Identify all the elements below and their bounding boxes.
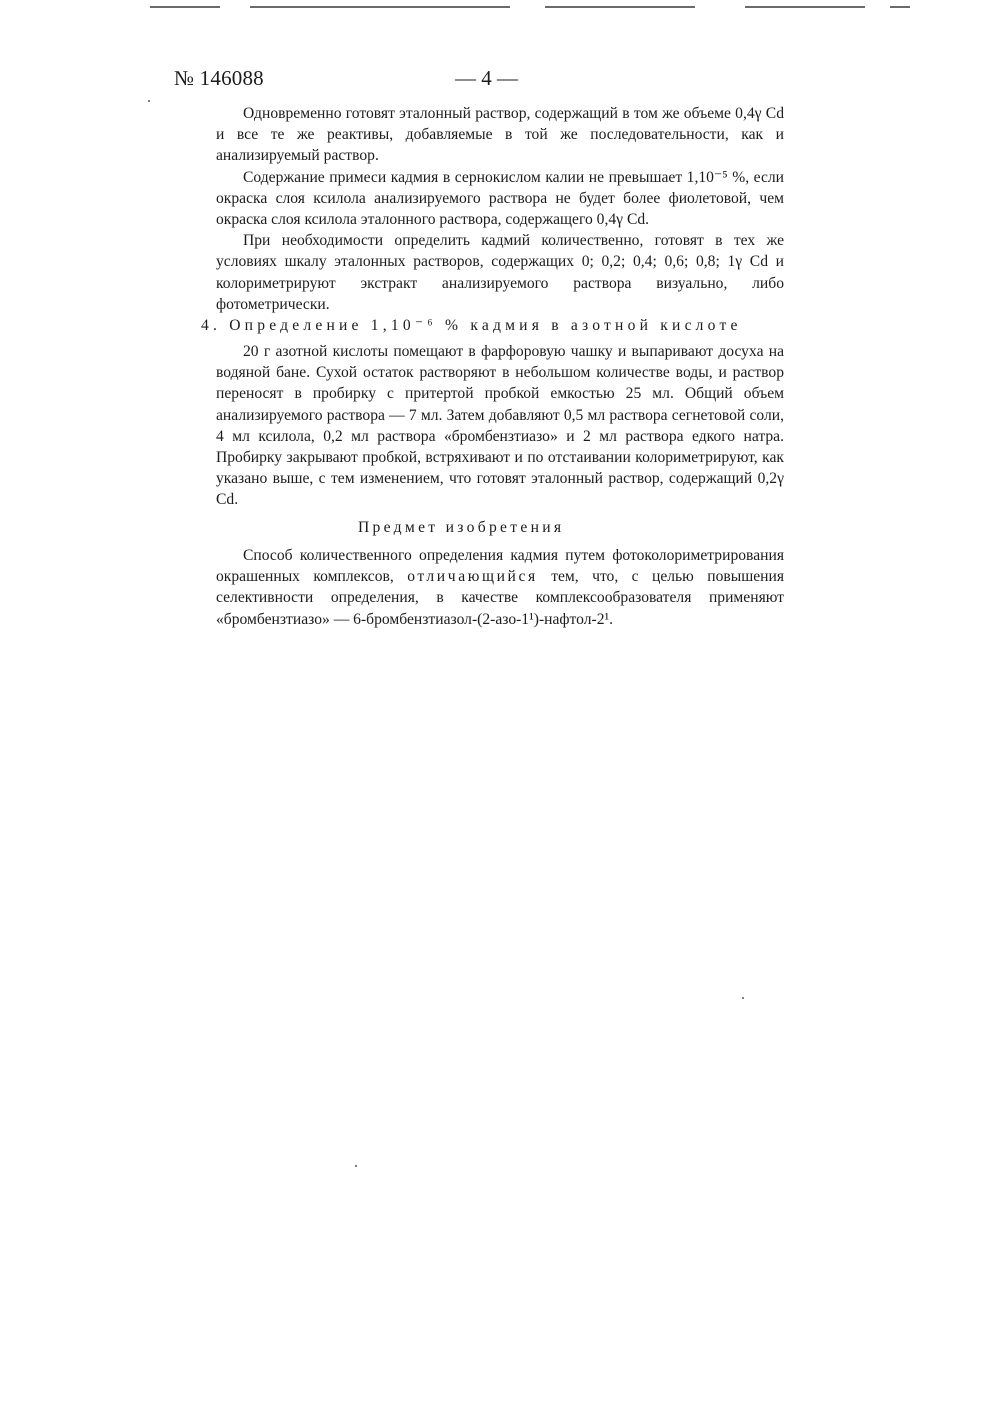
scan-speck: [148, 100, 150, 102]
page-header: [174, 66, 786, 96]
claims-text-after: тем, что, с целью повышения селективности определения, в качестве комплексообразователя применяют «бромбензтиазо» — 6-бромбензтиазол-(2-азо-1¹)-нафтол-2¹.: [216, 568, 785, 628]
paragraph: При необходимости определить кадмий количественно, готовят в тех же условиях шкалу эталонных растворов, содержащих 0; 0,2; 0,4; 0,6; 0,8; 1γ Cd и колориметрируют экстракт анализируемого раствора визуально, либо фотометрически.: [216, 232, 784, 313]
scan-edge-line: [545, 6, 695, 8]
paragraph: 20 г азотной кислоты помещают в фарфоровую чашку и выпаривают досуха на водяной бане. Сухой остаток растворяют в небольшом количестве воды, и раствор переносят в пробирку с притертой пробкой емкостью 25 мл. Общий объем анализируемого раствора — 7 мл. Затем добавляют 0,5 мл раствора сегнетовой соли, 4 мл ксилола, 0,2 мл раствора «бромбензтиазо» и 2 мл раствора едкого натра. Пробирку закрывают пробкой, встряхивают и по отстаивании колориметрируют, как указано выше, с тем изменением, что готовят эталонный раствор, содержащий 0,2γ Cd.: [216, 343, 784, 509]
section-body: [216, 341, 784, 511]
claims-body: [216, 545, 784, 630]
scan-speck: [355, 1165, 357, 1167]
paragraph: Одновременно готовят эталонный раствор, содержащий в том же объеме 0,4γ Cd и все те же реактивы, добавляемые в той же последовательности, как и анализируемый раствор.: [216, 105, 784, 165]
claims-heading: Предмет изобретения: [358, 519, 565, 536]
scan-edge-line: [745, 6, 865, 8]
claims-paragraph: [216, 545, 784, 630]
scan-edge-line: [890, 6, 910, 8]
scan-edge-line: [250, 6, 510, 8]
scan-edge-line: [150, 6, 220, 8]
patent-number: № 146088: [174, 66, 264, 90]
claims-spaced-word: отличающийся: [407, 568, 538, 586]
paragraph: Содержание примеси кадмия в сернокислом калии не превышает 1,10⁻⁵ %, если окраска слоя ксилола анализируемого раствора не будет более фиолетовой, чем окраска слоя ксилола эталонного раствора, содержащего 0,4γ Cd.: [216, 168, 784, 229]
page-number: — 4 —: [455, 66, 518, 90]
scan-speck: [742, 997, 744, 999]
claims-text-before: Способ количественного определения кадмия путем фотоколориметрирования окрашенных комплексов,: [216, 547, 784, 586]
section-heading: 4. Определение 1,10⁻⁶ % кадмия в азотной кислоте: [201, 317, 742, 334]
body-paragraphs-top: [216, 103, 784, 315]
